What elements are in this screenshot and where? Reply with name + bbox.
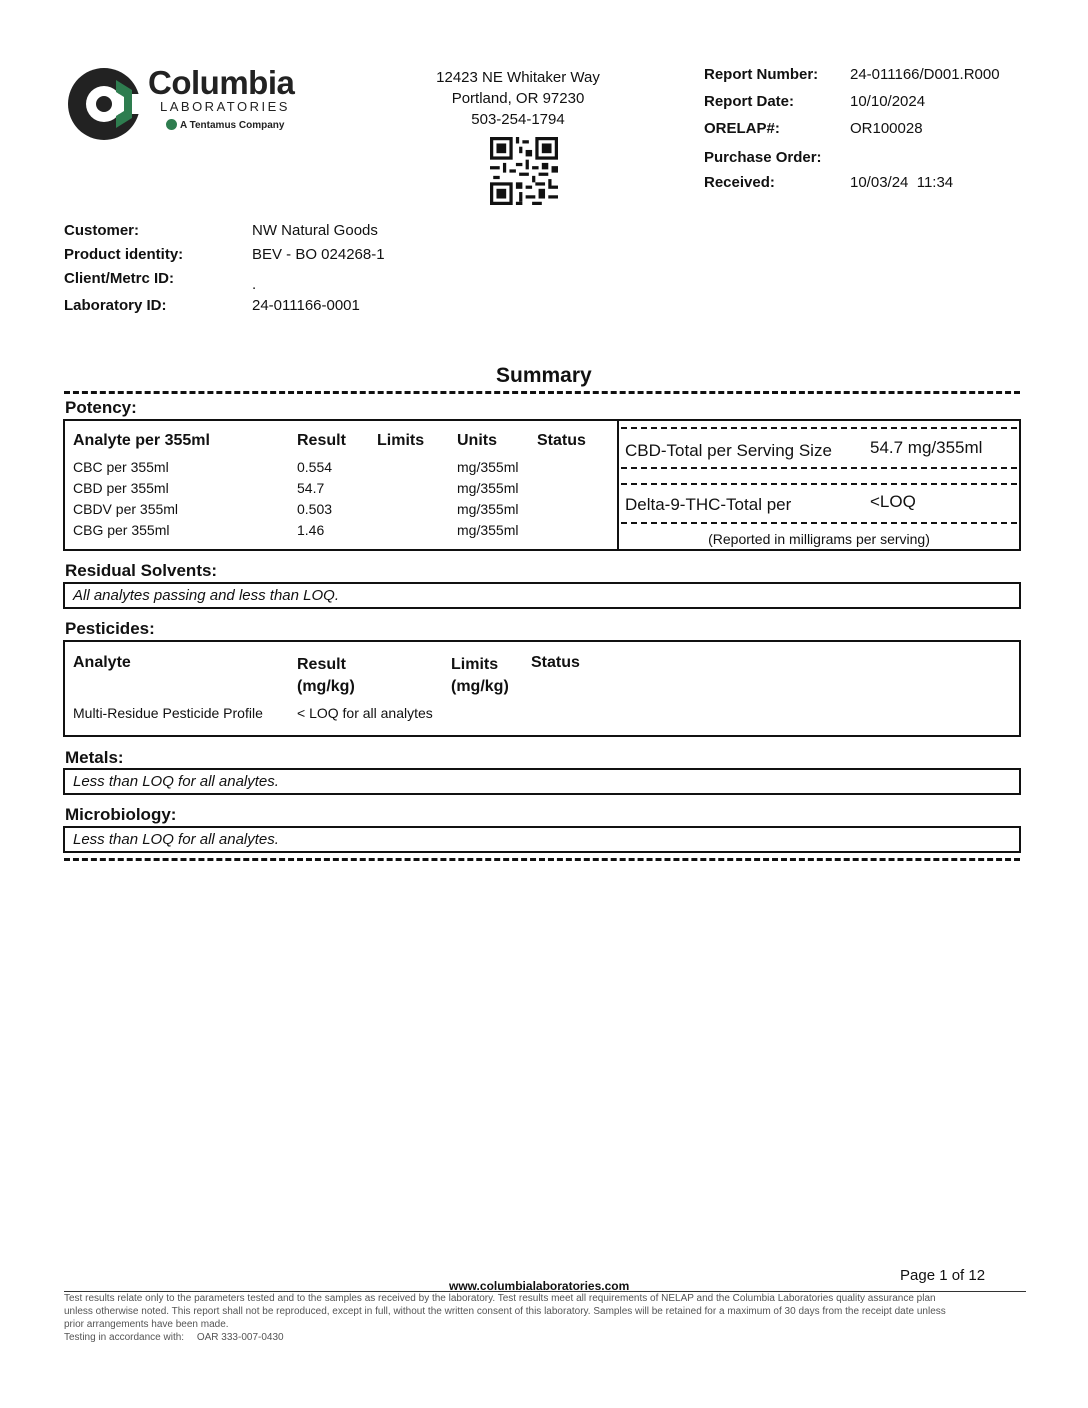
pest-header-result-label: Result xyxy=(297,656,346,673)
metals-text: Less than LOQ for all analytes. xyxy=(73,773,279,790)
pest-header-limits-label: Limits xyxy=(451,656,499,673)
report-number-label: Report Number: xyxy=(704,66,819,83)
received-value: 10/03/24 11:34 xyxy=(850,174,954,191)
header-units: Units xyxy=(457,432,497,449)
potency-divider xyxy=(617,421,619,549)
potency-row-analyte: CBDV per 355ml xyxy=(73,501,179,517)
summary-end-divider xyxy=(64,858,1020,861)
header-status: Status xyxy=(537,432,586,449)
metals-box xyxy=(63,768,1021,795)
disclaimer-line: Test results relate only to the parameters tested and to the samples as received by the laboratory. Test results meet all requirements of NELAP and the Columbia Laboratories quality assurance plan xyxy=(64,1293,936,1304)
residual-box xyxy=(63,582,1021,609)
potency-row-units: mg/355ml xyxy=(457,480,519,496)
cbd-total-value: 54.7 mg/355ml xyxy=(870,438,983,457)
pest-row-analyte: Multi-Residue Pesticide Profile xyxy=(73,705,263,721)
disclaimer-line: unless otherwise noted. This report shall not be reproduced, except in full, without the written consent of this laboratory. Samples will be retained for a maximum of 30 days from the receipt date unless xyxy=(64,1306,946,1317)
address-line1: 12423 NE Whitaker Way xyxy=(436,69,600,86)
pest-header-limits-unit: (mg/kg) xyxy=(451,678,509,695)
website-link[interactable]: www.columbialaboratories.com xyxy=(449,1279,630,1293)
testing-label: Testing in accordance with: xyxy=(64,1332,185,1343)
thc-total-label: Delta-9-THC-Total per xyxy=(625,495,792,514)
side-dash-3 xyxy=(621,483,1017,485)
pest-header-analyte: Analyte xyxy=(73,654,131,671)
logo-mark-icon xyxy=(66,66,142,142)
potency-row-analyte: CBC per 355ml xyxy=(73,459,169,475)
disclaimer-line: prior arrangements have been made. xyxy=(64,1319,229,1330)
header-analyte: Analyte per 355ml xyxy=(73,432,210,449)
address-block xyxy=(418,67,618,130)
report-number-value: 24-011166/D001.R000 xyxy=(850,66,1000,83)
micro-text: Less than LOQ for all analytes. xyxy=(73,831,279,848)
serving-note: (Reported in milligrams per serving) xyxy=(708,531,930,547)
pest-row-result: < LOQ for all analytes xyxy=(297,705,433,721)
phone: 503-254-1794 xyxy=(471,111,565,128)
potency-row-analyte: CBG per 355ml xyxy=(73,522,170,538)
brand-subtitle: LABORATORIES xyxy=(160,99,290,114)
orelap-value: OR100028 xyxy=(850,120,923,137)
company-logo xyxy=(66,66,142,142)
metals-title: Metals: xyxy=(65,748,124,767)
brand-name: Columbia xyxy=(148,64,295,101)
potency-row-units: mg/355ml xyxy=(457,522,519,538)
disclaimer xyxy=(64,1292,1028,1344)
potency-title: Potency: xyxy=(65,398,137,417)
laboratory-id-label: Laboratory ID: xyxy=(64,297,167,314)
potency-row-result: 1.46 xyxy=(297,522,325,538)
thc-total-value: <LOQ xyxy=(870,492,916,511)
laboratory-id-value: 24-011166-0001 xyxy=(252,297,360,314)
residual-title: Residual Solvents: xyxy=(65,561,218,580)
micro-box xyxy=(63,826,1021,853)
page-number: Page 1 of 12 xyxy=(900,1267,986,1284)
potency-table xyxy=(63,419,1021,551)
product-identity-value: BEV - BO 024268-1 xyxy=(252,246,385,263)
side-dash-1 xyxy=(621,427,1017,429)
summary-title: Summary xyxy=(496,364,592,387)
tentamus-icon xyxy=(166,119,177,130)
cbd-total-label: CBD-Total per Serving Size xyxy=(625,441,832,460)
pest-header-result-unit: (mg/kg) xyxy=(297,678,355,695)
pest-header-limits xyxy=(451,654,509,698)
header-limits: Limits xyxy=(377,432,425,449)
potency-row-analyte: CBD per 355ml xyxy=(73,480,169,496)
testing-value: OAR 333-007-0430 xyxy=(196,1332,284,1343)
address-line2: Portland, OR 97230 xyxy=(451,90,585,107)
potency-row-result: 0.503 xyxy=(297,501,333,517)
potency-row-units: mg/355ml xyxy=(457,501,519,517)
product-identity-label: Product identity: xyxy=(64,246,184,263)
potency-row-result: 54.7 xyxy=(297,480,325,496)
purchase-order-label: Purchase Order: xyxy=(704,149,822,166)
orelap-label: ORELAP#: xyxy=(704,120,780,137)
potency-row-result: 0.554 xyxy=(297,459,333,475)
pest-header-status: Status xyxy=(531,654,580,671)
received-label: Received: xyxy=(704,174,775,191)
residual-text: All analytes passing and less than LOQ. xyxy=(73,587,339,604)
report-date-label: Report Date: xyxy=(704,93,795,110)
side-dash-4 xyxy=(621,522,1017,524)
summary-divider xyxy=(64,391,1020,394)
report-date-value: 10/10/2024 xyxy=(850,93,926,110)
pest-header-result xyxy=(297,654,355,698)
tagline xyxy=(166,119,284,131)
client-metrc-value: . xyxy=(252,276,257,293)
testing-line xyxy=(64,1331,1028,1344)
tagline-text: A Tentamus Company xyxy=(180,120,285,131)
client-metrc-label: Client/Metrc ID: xyxy=(64,270,175,287)
customer-label: Customer: xyxy=(64,222,140,239)
pesticides-table xyxy=(63,640,1021,737)
micro-title: Microbiology: xyxy=(65,805,177,824)
potency-row-units: mg/355ml xyxy=(457,459,519,475)
pesticides-title: Pesticides: xyxy=(65,619,155,638)
header-result: Result xyxy=(297,432,346,449)
side-dash-2 xyxy=(621,467,1017,469)
customer-value: NW Natural Goods xyxy=(252,222,378,239)
qr-code-icon xyxy=(490,137,558,205)
